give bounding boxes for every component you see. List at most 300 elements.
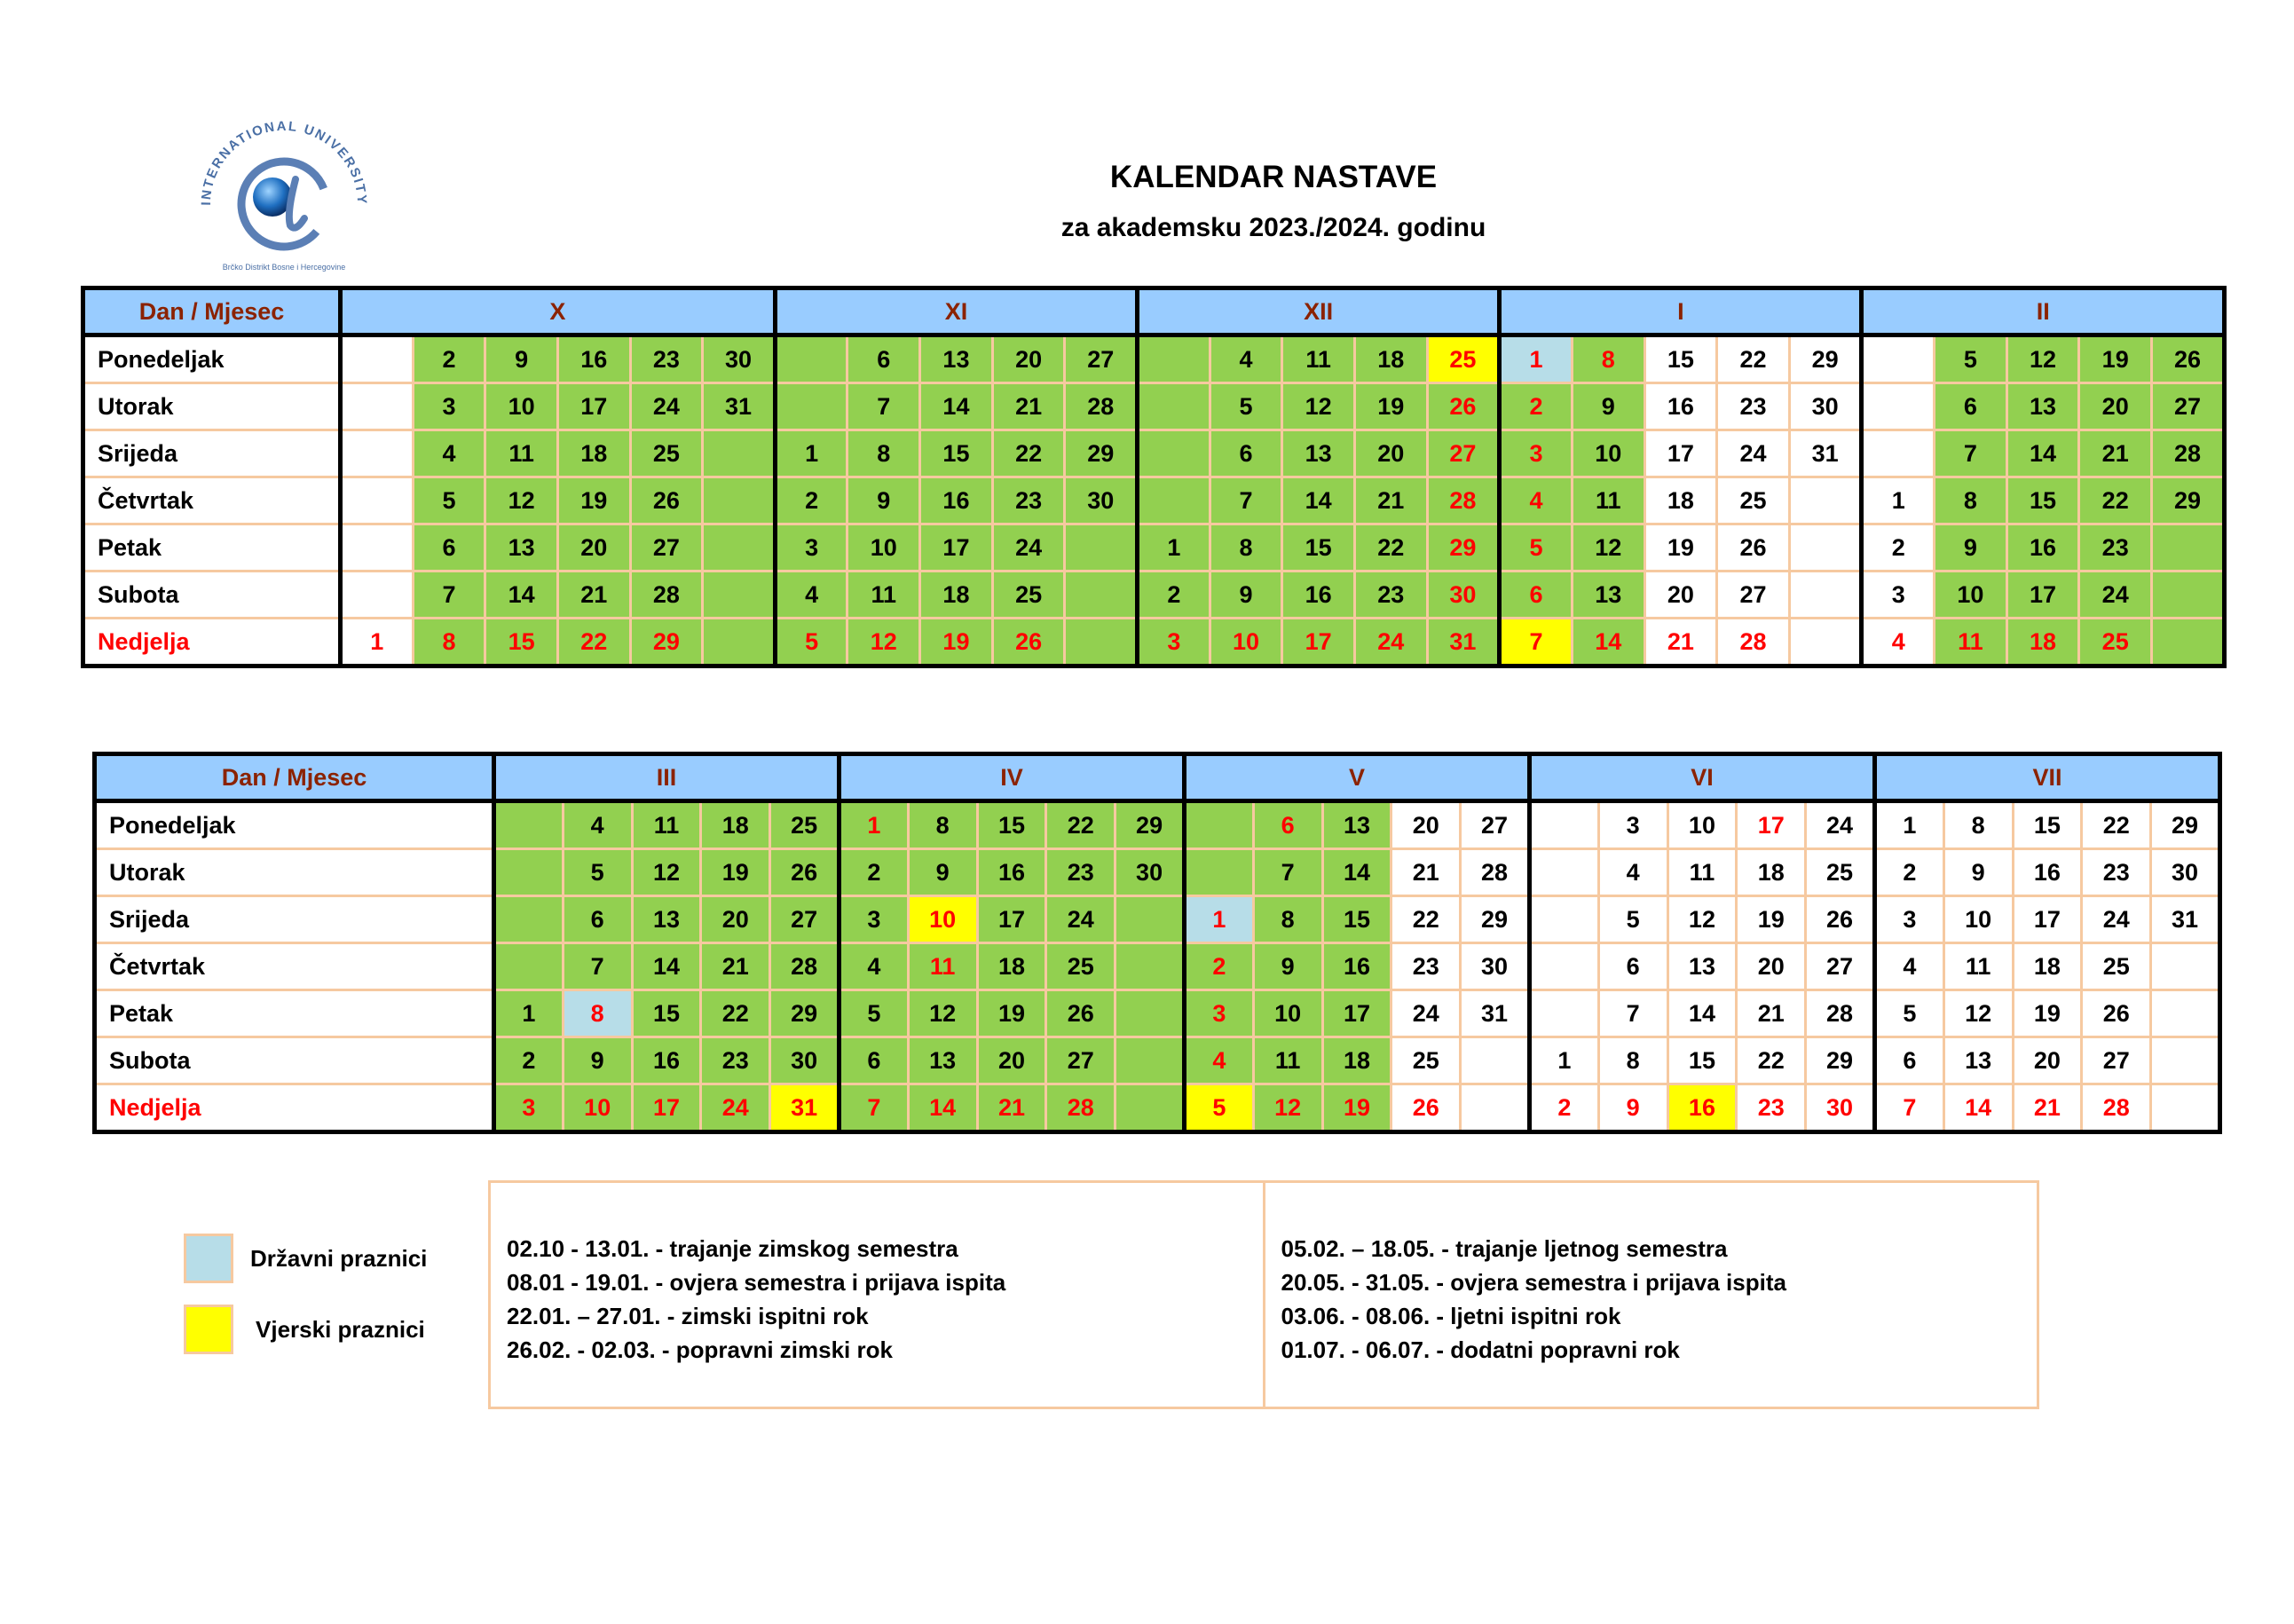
day-row — [83, 383, 2225, 430]
day-label: Nedjelja — [83, 619, 341, 666]
date-cell — [1461, 1084, 1530, 1132]
date-cell: 29 — [2151, 801, 2220, 849]
date-cell — [1184, 849, 1253, 896]
date-cell: 10 — [1210, 619, 1282, 666]
date-cell: 1 — [341, 619, 414, 666]
date-cell: 31 — [1427, 619, 1500, 666]
date-cell: 9 — [1943, 849, 2013, 896]
date-cell: 23 — [1354, 572, 1427, 619]
date-cell: 24 — [701, 1084, 770, 1132]
date-cell: 15 — [2013, 801, 2082, 849]
date-cell — [775, 335, 847, 383]
date-cell — [703, 477, 776, 524]
date-cell: 10 — [1667, 801, 1737, 849]
state-holiday-label: Državni praznici — [250, 1245, 428, 1272]
date-cell: 1 — [494, 990, 564, 1037]
date-cell: 24 — [2079, 572, 2152, 619]
day-row — [83, 477, 2225, 524]
date-cell: 16 — [1667, 1084, 1737, 1132]
month-header: XI — [775, 288, 1137, 335]
date-cell — [1862, 335, 1935, 383]
date-cell: 29 — [2152, 477, 2225, 524]
date-cell: 8 — [413, 619, 485, 666]
date-cell: 1 — [1184, 896, 1253, 943]
date-cell: 27 — [1717, 572, 1790, 619]
date-cell: 9 — [1253, 943, 1322, 990]
date-cell: 29 — [1065, 430, 1138, 477]
date-cell: 16 — [1282, 572, 1355, 619]
date-cell: 6 — [1935, 383, 2007, 430]
date-cell: 10 — [847, 524, 920, 572]
date-cell: 17 — [2006, 572, 2079, 619]
date-cell: 3 — [1500, 430, 1573, 477]
date-cell: 31 — [1789, 430, 1862, 477]
date-cell: 21 — [2013, 1084, 2082, 1132]
day-row — [95, 801, 2220, 849]
date-cell — [1862, 430, 1935, 477]
date-cell: 1 — [775, 430, 847, 477]
date-cell: 27 — [1427, 430, 1500, 477]
date-cell: 14 — [1322, 849, 1391, 896]
date-cell: 5 — [1598, 896, 1667, 943]
date-cell — [1789, 524, 1862, 572]
date-cell — [2151, 943, 2220, 990]
date-cell: 23 — [2082, 849, 2151, 896]
date-cell: 25 — [1391, 1037, 1461, 1084]
date-cell: 8 — [1598, 1037, 1667, 1084]
date-cell: 15 — [920, 430, 993, 477]
day-row — [95, 849, 2220, 896]
date-cell: 18 — [977, 943, 1046, 990]
date-cell — [1184, 801, 1253, 849]
date-cell: 18 — [701, 801, 770, 849]
date-cell: 26 — [2152, 335, 2225, 383]
date-cell — [775, 383, 847, 430]
date-cell: 31 — [770, 1084, 840, 1132]
date-cell: 15 — [1667, 1037, 1737, 1084]
date-cell: 4 — [413, 430, 485, 477]
date-cell — [1115, 1037, 1185, 1084]
date-cell — [703, 430, 776, 477]
date-cell: 9 — [1210, 572, 1282, 619]
date-cell: 4 — [775, 572, 847, 619]
date-cell — [1138, 477, 1210, 524]
date-cell: 6 — [1210, 430, 1282, 477]
date-cell: 1 — [1874, 801, 1943, 849]
date-cell: 10 — [1253, 990, 1322, 1037]
date-cell — [1529, 896, 1598, 943]
date-cell: 7 — [847, 383, 920, 430]
date-cell: 13 — [485, 524, 558, 572]
date-cell: 5 — [1184, 1084, 1253, 1132]
date-cell: 10 — [1943, 896, 2013, 943]
date-cell: 28 — [1806, 990, 1875, 1037]
date-cell — [2151, 990, 2220, 1037]
date-cell: 26 — [2082, 990, 2151, 1037]
date-cell — [1115, 896, 1185, 943]
date-cell: 23 — [1046, 849, 1115, 896]
date-cell: 30 — [1115, 849, 1185, 896]
date-cell: 13 — [1943, 1037, 2013, 1084]
date-cell: 17 — [1644, 430, 1717, 477]
date-cell — [341, 335, 414, 383]
date-cell — [1789, 619, 1862, 666]
date-cell: 14 — [485, 572, 558, 619]
note-line: 22.01. – 27.01. - zimski ispitni rok — [507, 1303, 869, 1329]
date-cell: 17 — [977, 896, 1046, 943]
date-cell: 4 — [839, 943, 908, 990]
date-cell: 7 — [1935, 430, 2007, 477]
date-cell: 16 — [2006, 524, 2079, 572]
date-cell: 4 — [1210, 335, 1282, 383]
note-line: 02.10 - 13.01. - trajanje zimskog semestra — [507, 1235, 958, 1262]
date-cell: 29 — [1115, 801, 1185, 849]
date-cell: 25 — [2079, 619, 2152, 666]
date-cell — [341, 572, 414, 619]
date-cell: 20 — [1644, 572, 1717, 619]
month-header: V — [1184, 754, 1529, 801]
date-cell: 14 — [2006, 430, 2079, 477]
date-cell: 27 — [1806, 943, 1875, 990]
date-cell: 22 — [1046, 801, 1115, 849]
date-cell: 14 — [1572, 619, 1644, 666]
date-cell: 8 — [1572, 335, 1644, 383]
month-header: VI — [1529, 754, 1874, 801]
date-cell: 3 — [413, 383, 485, 430]
date-cell: 30 — [1806, 1084, 1875, 1132]
date-cell: 13 — [1282, 430, 1355, 477]
date-cell: 18 — [1354, 335, 1427, 383]
date-cell: 26 — [1391, 1084, 1461, 1132]
date-cell: 24 — [2082, 896, 2151, 943]
date-cell: 12 — [847, 619, 920, 666]
note-line: 26.02. - 02.03. - popravni zimski rok — [507, 1336, 893, 1363]
date-cell: 22 — [992, 430, 1065, 477]
date-cell: 14 — [1667, 990, 1737, 1037]
date-cell: 15 — [2006, 477, 2079, 524]
date-cell — [341, 383, 414, 430]
date-cell: 18 — [1322, 1037, 1391, 1084]
date-cell: 14 — [908, 1084, 977, 1132]
date-cell: 2 — [1138, 572, 1210, 619]
date-cell: 24 — [630, 383, 703, 430]
date-cell: 7 — [1874, 1084, 1943, 1132]
date-cell: 26 — [1046, 990, 1115, 1037]
date-cell: 26 — [992, 619, 1065, 666]
date-cell: 23 — [630, 335, 703, 383]
date-cell: 22 — [1737, 1037, 1806, 1084]
date-cell: 1 — [1529, 1037, 1598, 1084]
date-cell: 21 — [1737, 990, 1806, 1037]
date-cell: 13 — [920, 335, 993, 383]
date-cell: 30 — [1461, 943, 1530, 990]
date-cell: 8 — [1210, 524, 1282, 572]
date-cell: 13 — [2006, 383, 2079, 430]
date-cell: 19 — [557, 477, 630, 524]
date-cell: 19 — [1737, 896, 1806, 943]
date-cell: 1 — [1500, 335, 1573, 383]
date-cell: 15 — [1644, 335, 1717, 383]
date-cell: 2 — [1862, 524, 1935, 572]
date-cell: 17 — [2013, 896, 2082, 943]
day-row — [95, 943, 2220, 990]
date-cell — [2151, 1084, 2220, 1132]
date-cell: 18 — [557, 430, 630, 477]
date-cell: 3 — [494, 1084, 564, 1132]
date-cell: 31 — [2151, 896, 2220, 943]
date-cell: 24 — [1806, 801, 1875, 849]
date-cell: 8 — [1935, 477, 2007, 524]
date-cell: 29 — [1427, 524, 1500, 572]
date-cell — [1529, 801, 1598, 849]
date-cell: 12 — [1282, 383, 1355, 430]
date-cell: 24 — [992, 524, 1065, 572]
date-cell: 9 — [847, 477, 920, 524]
date-cell: 20 — [1391, 801, 1461, 849]
date-cell: 12 — [632, 849, 701, 896]
date-cell: 7 — [839, 1084, 908, 1132]
date-cell: 23 — [1391, 943, 1461, 990]
date-cell: 4 — [1874, 943, 1943, 990]
note-line: 20.05. - 31.05. - ovjera semestra i prijava ispita — [1281, 1269, 1786, 1296]
date-cell: 14 — [632, 943, 701, 990]
day-row — [83, 572, 2225, 619]
date-cell: 23 — [1717, 383, 1790, 430]
date-cell: 28 — [1065, 383, 1138, 430]
date-cell: 19 — [701, 849, 770, 896]
day-row — [83, 524, 2225, 572]
date-cell: 4 — [1862, 619, 1935, 666]
date-cell: 22 — [2079, 477, 2152, 524]
day-label: Nedjelja — [95, 1084, 494, 1132]
date-cell: 8 — [563, 990, 632, 1037]
month-header-row — [95, 754, 2220, 801]
date-cell — [1115, 1084, 1185, 1132]
date-cell — [1065, 572, 1138, 619]
date-cell: 19 — [2079, 335, 2152, 383]
date-cell: 28 — [2082, 1084, 2151, 1132]
date-cell: 15 — [485, 619, 558, 666]
date-cell: 20 — [2013, 1037, 2082, 1084]
date-cell — [341, 524, 414, 572]
day-month-header: Dan / Mjesec — [95, 754, 494, 801]
calendar-table-summer — [92, 752, 2222, 1134]
date-cell: 2 — [839, 849, 908, 896]
date-cell: 20 — [977, 1037, 1046, 1084]
date-cell: 13 — [1667, 943, 1737, 990]
date-cell: 12 — [1253, 1084, 1322, 1132]
day-row — [83, 430, 2225, 477]
month-header: I — [1500, 288, 1862, 335]
date-cell: 29 — [1461, 896, 1530, 943]
date-cell: 22 — [2082, 801, 2151, 849]
date-cell: 30 — [1065, 477, 1138, 524]
date-cell: 27 — [2152, 383, 2225, 430]
date-cell: 31 — [703, 383, 776, 430]
date-cell: 25 — [1806, 849, 1875, 896]
religious-holiday-label: Vjerski praznici — [256, 1316, 425, 1343]
date-cell — [1789, 572, 1862, 619]
date-cell — [1529, 849, 1598, 896]
date-cell: 4 — [1184, 1037, 1253, 1084]
date-cell: 11 — [1935, 619, 2007, 666]
date-cell: 14 — [920, 383, 993, 430]
date-cell: 20 — [557, 524, 630, 572]
date-cell: 11 — [1253, 1037, 1322, 1084]
date-cell: 10 — [908, 896, 977, 943]
date-cell: 5 — [563, 849, 632, 896]
date-cell: 17 — [557, 383, 630, 430]
date-cell — [494, 801, 564, 849]
date-cell: 6 — [847, 335, 920, 383]
date-cell: 11 — [485, 430, 558, 477]
date-cell: 27 — [1046, 1037, 1115, 1084]
date-cell: 6 — [413, 524, 485, 572]
date-cell: 24 — [1391, 990, 1461, 1037]
date-cell — [2152, 524, 2225, 572]
day-label: Ponedeljak — [83, 335, 341, 383]
date-cell — [1065, 619, 1138, 666]
month-header: VII — [1874, 754, 2219, 801]
date-cell: 6 — [839, 1037, 908, 1084]
date-cell — [1115, 943, 1185, 990]
date-cell: 2 — [1184, 943, 1253, 990]
date-cell: 9 — [485, 335, 558, 383]
day-label: Četvrtak — [83, 477, 341, 524]
date-cell: 13 — [1322, 801, 1391, 849]
date-cell: 13 — [908, 1037, 977, 1084]
page-subtitle: za akademsku 2023./2024. godinu — [1060, 213, 1486, 242]
date-cell: 29 — [630, 619, 703, 666]
winter-notes — [491, 1183, 1263, 1407]
date-cell — [494, 849, 564, 896]
date-cell: 18 — [920, 572, 993, 619]
date-cell: 21 — [1354, 477, 1427, 524]
date-cell: 15 — [632, 990, 701, 1037]
date-cell — [2152, 619, 2225, 666]
date-cell: 25 — [992, 572, 1065, 619]
note-line: 01.07. - 06.07. - dodatni popravni rok — [1281, 1336, 1680, 1363]
date-cell: 9 — [1572, 383, 1644, 430]
date-cell: 28 — [630, 572, 703, 619]
date-cell: 16 — [977, 849, 1046, 896]
date-cell: 22 — [1717, 335, 1790, 383]
date-cell: 13 — [632, 896, 701, 943]
date-cell: 26 — [1427, 383, 1500, 430]
date-cell: 7 — [1500, 619, 1573, 666]
date-cell: 11 — [1282, 335, 1355, 383]
date-cell: 19 — [977, 990, 1046, 1037]
day-row — [95, 1084, 2220, 1132]
date-cell: 27 — [630, 524, 703, 572]
date-cell: 25 — [1046, 943, 1115, 990]
date-cell: 10 — [1935, 572, 2007, 619]
date-cell: 7 — [1210, 477, 1282, 524]
date-cell: 29 — [770, 990, 840, 1037]
date-cell: 10 — [1572, 430, 1644, 477]
date-cell: 16 — [2013, 849, 2082, 896]
date-cell — [2151, 1037, 2220, 1084]
date-cell: 27 — [1065, 335, 1138, 383]
date-cell: 3 — [1138, 619, 1210, 666]
page-title: KALENDAR NASTAVE — [1109, 160, 1438, 194]
date-cell: 23 — [1737, 1084, 1806, 1132]
date-cell — [1529, 943, 1598, 990]
date-cell — [1529, 990, 1598, 1037]
date-cell: 16 — [920, 477, 993, 524]
date-cell — [341, 430, 414, 477]
date-cell: 3 — [1862, 572, 1935, 619]
date-cell: 4 — [563, 801, 632, 849]
day-label: Srijeda — [83, 430, 341, 477]
date-cell: 18 — [2013, 943, 2082, 990]
date-cell: 27 — [770, 896, 840, 943]
date-cell: 28 — [2152, 430, 2225, 477]
date-cell — [1138, 430, 1210, 477]
date-cell: 26 — [630, 477, 703, 524]
date-cell: 11 — [1667, 849, 1737, 896]
date-cell: 30 — [1789, 383, 1862, 430]
date-cell: 21 — [977, 1084, 1046, 1132]
date-cell: 21 — [1644, 619, 1717, 666]
date-cell: 22 — [557, 619, 630, 666]
date-cell: 20 — [701, 896, 770, 943]
date-cell: 12 — [1943, 990, 2013, 1037]
date-cell: 25 — [770, 801, 840, 849]
logo-arc-text: INTERNATIONAL UNIVERSITY — [198, 118, 370, 206]
date-cell — [1138, 383, 1210, 430]
date-cell: 27 — [2082, 1037, 2151, 1084]
date-cell: 7 — [563, 943, 632, 990]
date-cell: 17 — [1282, 619, 1355, 666]
date-cell: 23 — [2079, 524, 2152, 572]
date-cell: 24 — [1354, 619, 1427, 666]
date-cell: 19 — [1322, 1084, 1391, 1132]
day-row — [95, 1037, 2220, 1084]
day-label: Petak — [83, 524, 341, 572]
date-cell: 5 — [775, 619, 847, 666]
month-header: X — [341, 288, 776, 335]
date-cell: 23 — [701, 1037, 770, 1084]
day-label: Subota — [83, 572, 341, 619]
date-cell: 4 — [1500, 477, 1573, 524]
date-cell: 3 — [839, 896, 908, 943]
date-cell: 26 — [1717, 524, 1790, 572]
state-holiday-swatch — [184, 1234, 233, 1283]
date-cell: 22 — [701, 990, 770, 1037]
date-cell: 17 — [1322, 990, 1391, 1037]
date-cell: 25 — [2082, 943, 2151, 990]
date-cell: 6 — [1598, 943, 1667, 990]
date-cell: 25 — [630, 430, 703, 477]
date-cell: 5 — [839, 990, 908, 1037]
date-cell: 2 — [1874, 849, 1943, 896]
religious-holiday-swatch — [184, 1305, 233, 1354]
date-cell: 3 — [775, 524, 847, 572]
date-cell: 29 — [1806, 1037, 1875, 1084]
date-cell: 11 — [847, 572, 920, 619]
date-cell: 19 — [2013, 990, 2082, 1037]
date-cell: 5 — [1210, 383, 1282, 430]
date-cell: 19 — [1644, 524, 1717, 572]
date-cell: 30 — [770, 1037, 840, 1084]
date-cell: 3 — [1874, 896, 1943, 943]
date-cell: 6 — [563, 896, 632, 943]
date-cell: 16 — [1644, 383, 1717, 430]
date-cell: 15 — [1322, 896, 1391, 943]
date-cell: 10 — [563, 1084, 632, 1132]
date-cell: 8 — [847, 430, 920, 477]
